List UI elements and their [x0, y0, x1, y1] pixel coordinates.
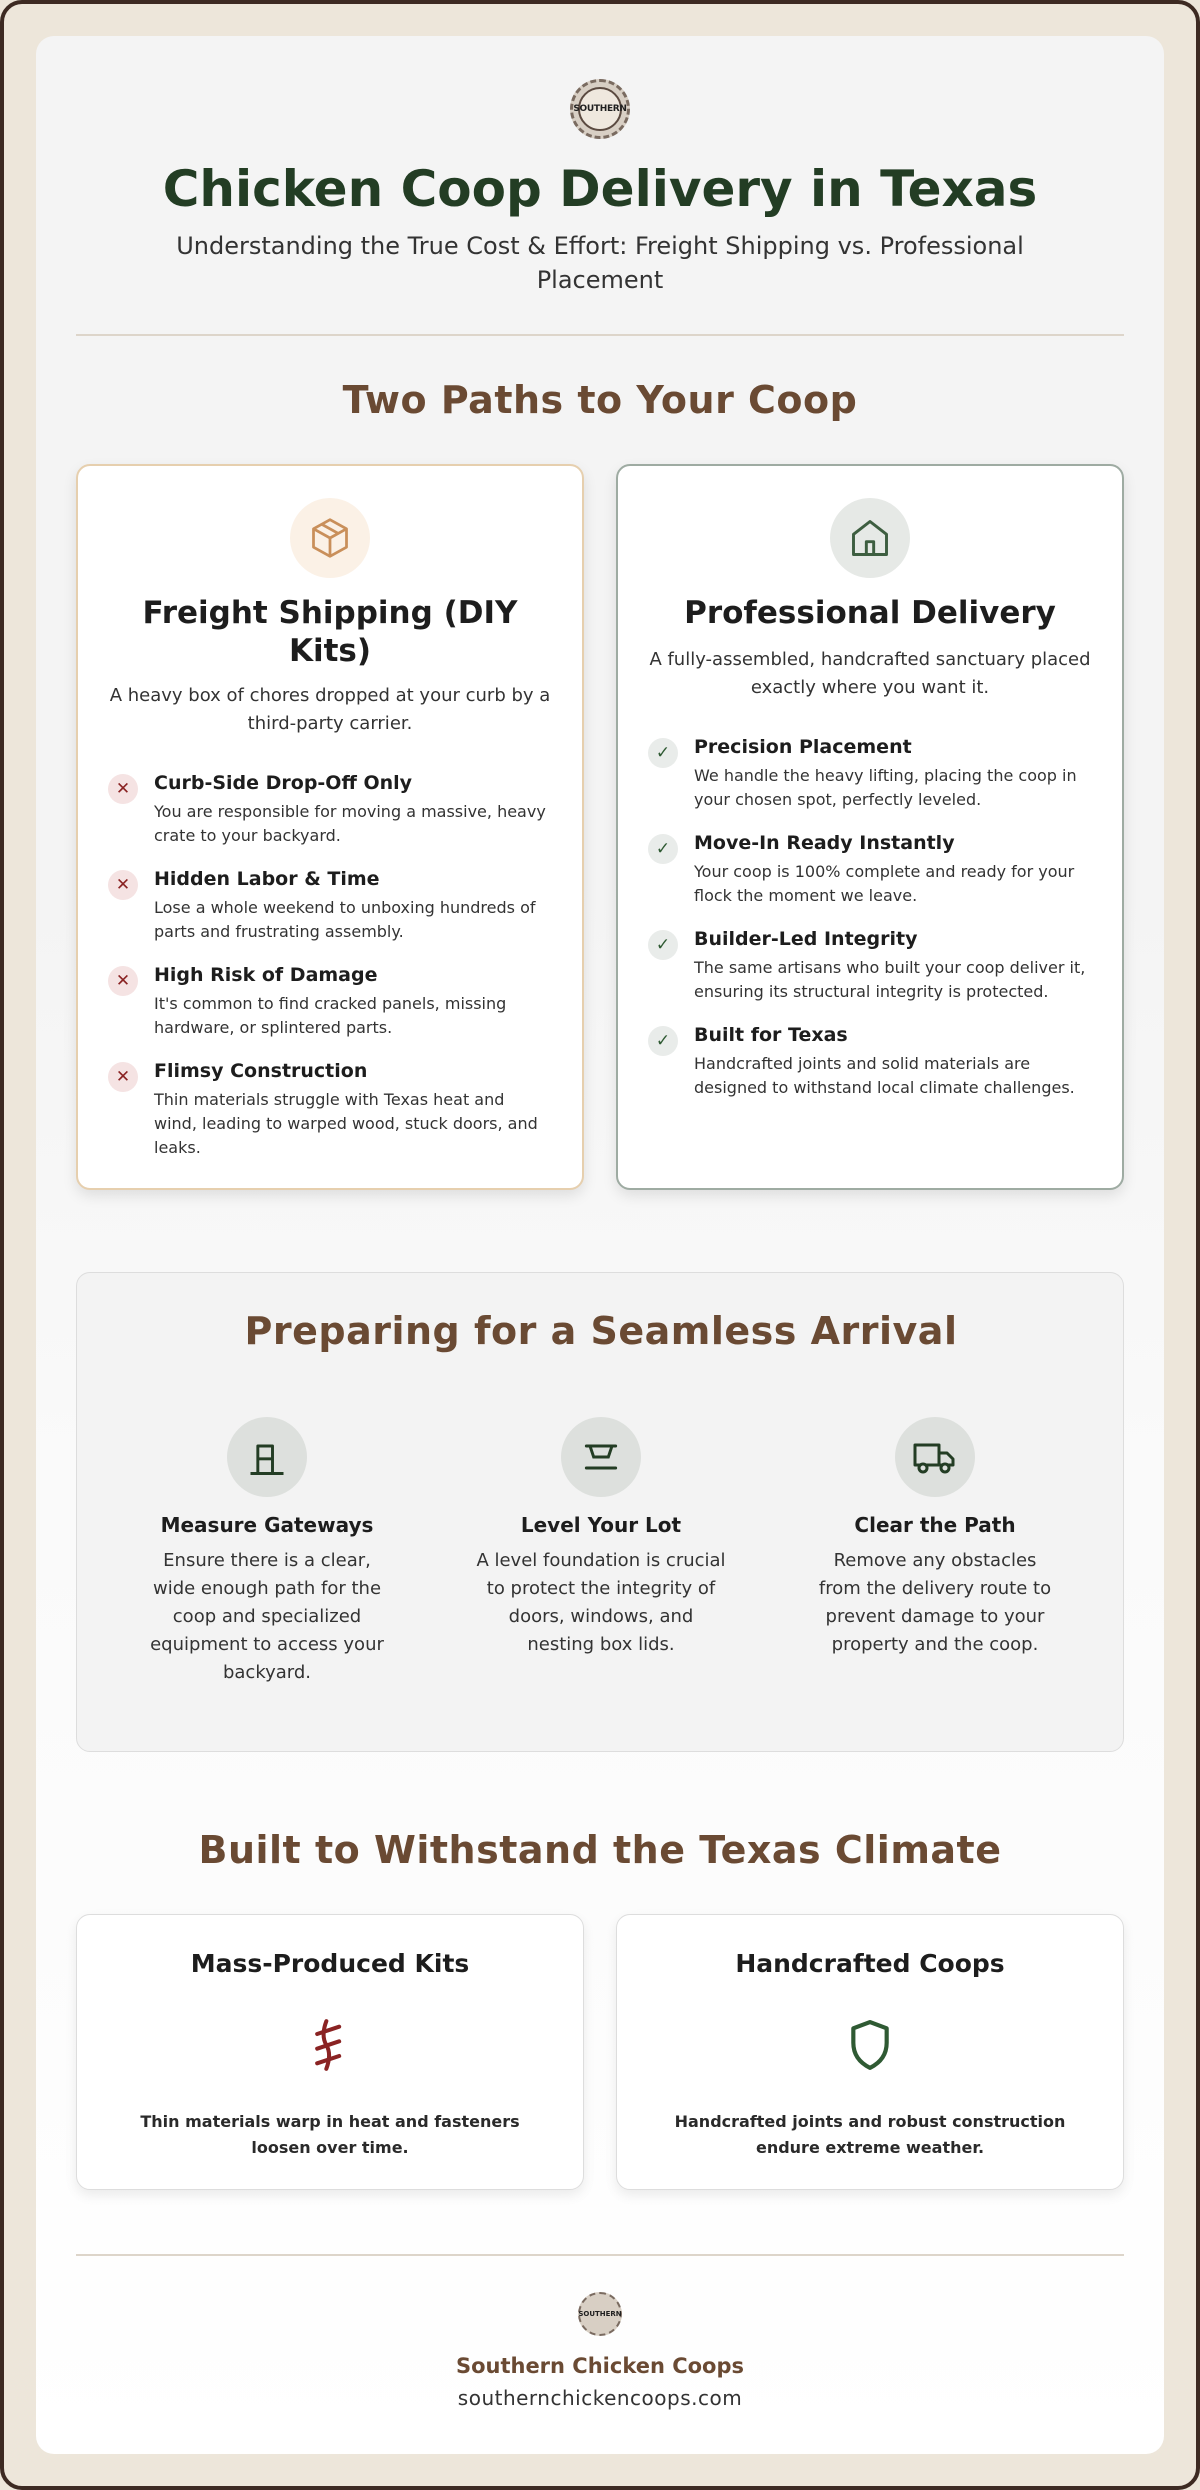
professional-description: A fully-assembled, handcrafted sanctuary placed exactly where you want it.: [649, 649, 1091, 698]
x-icon: ✕: [108, 774, 138, 804]
home-icon: [830, 498, 910, 578]
check-icon: ✓: [648, 930, 678, 960]
climate-card-text: Handcrafted joints and robust construction endure extreme weather.: [674, 2112, 1066, 2157]
preparation-section: [76, 1272, 1124, 1752]
prep-step-text: Ensure there is a clear, wide enough path for the coop and specialized equipment to access your backyard.: [150, 1550, 384, 1683]
freight-item-title: Curb-Side Drop-Off Only: [154, 772, 413, 794]
freight-item-text: Lose a whole weekend to unboxing hundreds of parts and frustrating assembly.: [154, 898, 536, 941]
professional-card: [616, 464, 1124, 1190]
professional-item-title: Precision Placement: [694, 736, 912, 758]
professional-item-title: Built for Texas: [694, 1024, 848, 1046]
professional-item-text: The same artisans who built your coop deliver it, ensuring its structural integrity is protected.: [694, 958, 1086, 1001]
brand-logo: [570, 79, 630, 139]
prep-step-title: Measure Gateways: [160, 1513, 374, 1537]
box-icon: [290, 498, 370, 578]
section-title-prep: Preparing for a Seamless Arrival: [244, 1309, 958, 1353]
freight-card: [76, 464, 584, 1190]
footer-logo: [578, 2292, 622, 2336]
professional-item-text: We handle the heavy lifting, placing the coop in your chosen spot, perfectly leveled.: [694, 766, 1077, 809]
section-title-climate: Built to Withstand the Texas Climate: [198, 1828, 1002, 1872]
freight-description: A heavy box of chores dropped at your curb by a third-party carrier.: [109, 685, 551, 734]
footer-brand: Southern Chicken Coops: [455, 2354, 745, 2378]
footer-divider: [76, 2254, 1124, 2256]
header-divider: [76, 334, 1124, 336]
professional-title: Professional Delivery: [684, 595, 1056, 631]
professional-item-text: Handcrafted joints and solid materials are designed to withstand local climate challenges.: [694, 1054, 1075, 1097]
logo-text: SOUTHERN: [573, 104, 627, 114]
prep-step-text: A level foundation is crucial to protect the integrity of doors, windows, and nesting box lids.: [476, 1550, 726, 1655]
shield-icon: [840, 2015, 900, 2075]
climate-card-text: Thin materials warp in heat and fasteners loosen over time.: [140, 2112, 520, 2157]
truck-icon: [895, 1417, 975, 1497]
page-title: Chicken Coop Delivery in Texas: [162, 160, 1038, 218]
prep-step: [451, 1417, 751, 1659]
freight-item-title: High Risk of Damage: [154, 964, 378, 986]
warped-boards-icon: [300, 2015, 360, 2075]
freight-title: Freight Shipping (DIY Kits): [142, 595, 518, 669]
check-icon: ✓: [648, 1026, 678, 1056]
freight-item-text: Thin materials struggle with Texas heat and wind, leading to warped wood, stuck doors, and leaks.: [154, 1090, 538, 1157]
freight-item-title: Flimsy Construction: [154, 1060, 368, 1082]
check-icon: ✓: [648, 834, 678, 864]
gateway-icon: [227, 1417, 307, 1497]
x-icon: ✕: [108, 870, 138, 900]
prep-step: [117, 1417, 417, 1687]
freight-item-text: You are responsible for moving a massive, heavy crate to your backyard.: [154, 802, 546, 845]
prep-step: [785, 1417, 1085, 1659]
level-icon: [561, 1417, 641, 1497]
climate-card-title: Handcrafted Coops: [735, 1949, 1005, 1978]
climate-card-title: Mass-Produced Kits: [190, 1949, 470, 1978]
freight-item-text: It's common to find cracked panels, missing hardware, or splintered parts.: [154, 994, 507, 1037]
section-title-paths: Two Paths to Your Coop: [342, 378, 858, 422]
check-icon: ✓: [648, 738, 678, 768]
climate-card-kits: [76, 1914, 584, 2190]
professional-item-title: Move-In Ready Instantly: [694, 832, 955, 854]
page-subtitle: Understanding the True Cost & Effort: Freight Shipping vs. Professional Placement: [176, 232, 1024, 294]
x-icon: ✕: [108, 966, 138, 996]
climate-card-handcrafted: [616, 1914, 1124, 2190]
professional-item-text: Your coop is 100% complete and ready for your flock the moment we leave.: [694, 862, 1075, 905]
professional-item-title: Builder-Led Integrity: [694, 928, 918, 950]
x-icon: ✕: [108, 1062, 138, 1092]
footer-logo-text: SOUTHERN: [578, 2310, 622, 2318]
footer-website[interactable]: southernchickencoops.com: [457, 2386, 743, 2410]
prep-step-text: Remove any obstacles from the delivery route to prevent damage to your property and the coop.: [818, 1550, 1052, 1655]
prep-step-title: Level Your Lot: [520, 1513, 682, 1537]
freight-item-title: Hidden Labor & Time: [154, 868, 380, 890]
prep-step-title: Clear the Path: [854, 1513, 1016, 1537]
